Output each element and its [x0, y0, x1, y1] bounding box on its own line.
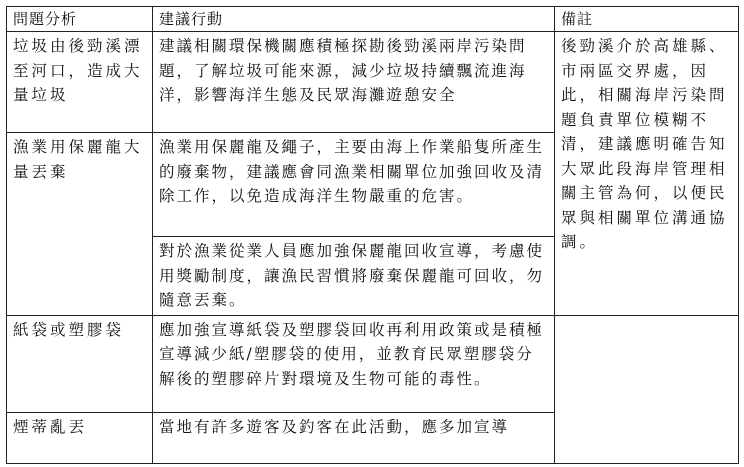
table-header-row — [7, 7, 739, 32]
header-remark: 備註 — [555, 7, 739, 32]
action-cell: 當地有許多遊客及釣客在此活動，應多加宣導 — [153, 412, 555, 463]
remark-empty-cell — [555, 315, 739, 463]
issue-cell: 煙蒂亂丟 — [7, 412, 153, 463]
action-cell: 對於漁業從業人員應加強保麗龍回收宣導，考慮使用獎勵制度，讓漁民習慣將廢棄保麗龍可回收，勿隨意丟棄。 — [153, 237, 555, 316]
table-row — [7, 315, 739, 412]
issue-cell: 漁業用保麗龍大量丟棄 — [7, 133, 153, 316]
action-cell: 漁業用保麗龍及繩子，主要由海上作業船隻所產生的廢棄物，建議應會同漁業相關單位加強回收及清除工作，以免造成海洋生物嚴重的危害。 — [153, 133, 555, 237]
remark-cell: 後勁溪介於高雄縣、市兩區交界處，因此，相關海岸污染問題負責單位模糊不清，建議應明確告知大眾此段海岸管理相關主管為何，以便民眾與相關單位溝通協調。 — [555, 32, 739, 316]
recommendation-table — [6, 6, 739, 464]
header-action: 建議行動 — [153, 7, 555, 32]
header-issue: 問題分析 — [7, 7, 153, 32]
table-row — [7, 32, 739, 133]
action-cell: 建議相關環保機關應積極探勘後勁溪兩岸污染問題，了解垃圾可能來源，減少垃圾持續飄流進海洋，影響海洋生態及民眾海灘遊憩安全 — [153, 32, 555, 133]
issue-cell: 垃圾由後勁溪漂至河口，造成大量垃圾 — [7, 32, 153, 133]
issue-cell: 紙袋或塑膠袋 — [7, 315, 153, 412]
action-cell: 應加強宣導紙袋及塑膠袋回收再利用政策或是積極宣導減少紙/塑膠袋的使用，並教育民眾塑膠袋分解後的塑膠碎片對環境及生物可能的毒性。 — [153, 315, 555, 412]
